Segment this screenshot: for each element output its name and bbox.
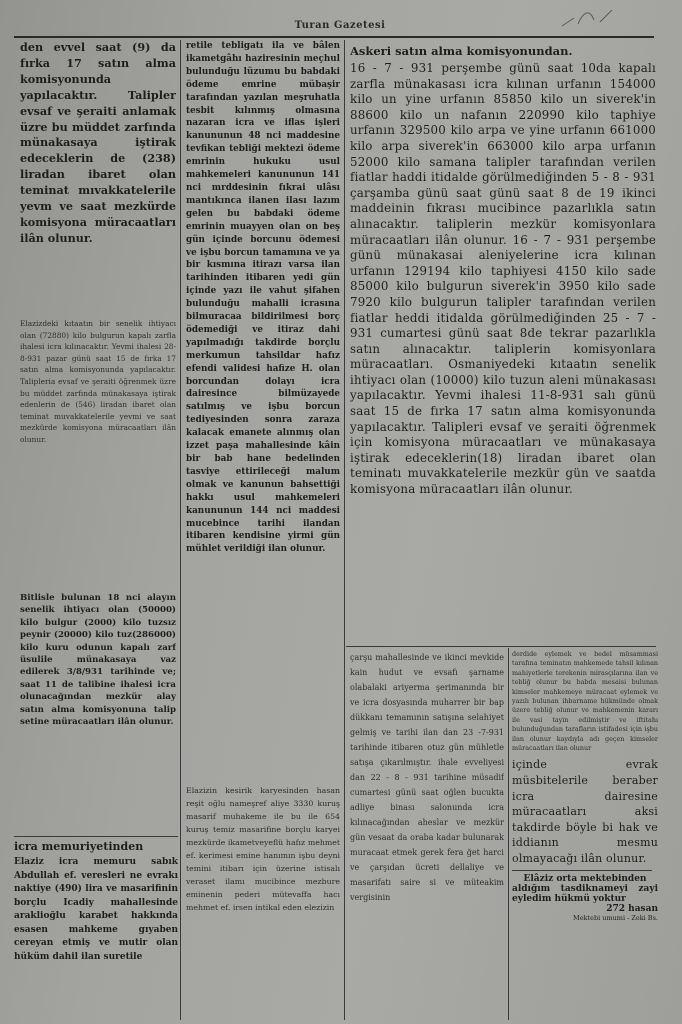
article-askeri-satin-alma: 16 - 7 - 931 perşembe günü saat 10da kapalı zarfla münakasası icra kılınan urfanın 154000 kilo un yine urfanın 85850 kilo un siverek'in 88600 kilo un nafanın 220990 kilo taphiye urfanın 329500 kilo arpa ve yine urfanın 661000 kilo arpa siverek'in 663000 kilo arpa urfanın 52000 kilo samana talipler tarafından verilen fiatlar haddi itidalde görülmediğinden 5 - 8 - 931 çarşamba günü saat günü saat 8 de 19 ikinci maddeinin fıkrası mucibince pazarlıkla satın alınacaktır. taliplerin mezkür komisyonlara müracaatları ilân olunur. 16 - 7 - 931 perşembe günü münakasai aleniyelerine icra kılınan urfanın 129194 kilo taphiyesi 4150 kilo sade 85000 kilo bulgurun siverek'in 3950 kilo sade 7920 kilo bulgurun talipler tarafından verilen fiatlar heddi itidalda görülmediğinden 25 - 7 - 931 cumartesi günü saat 8de tekrar pazarlıkla satın alınacaktır. taliplerin komisyonlara müracaatları. Osmaniyedeki kıtaatın senelik ihtiyacı olan (10000) kilo tuzun aleni münakasası yapılacaktır. Yevmi ihalesi 11-8-931 salı günü saat 15 de fırka 17 satın alma komisyonunda yapılacaktır. Talipleri evsaf ve şeraiti öğrenmek için komisyona müracaatları ve münakasaya iştirak edeceklerin(18) liradan ibaret olan teminatı muvakkatelerile mezkür gün ve saatda komisyona müracaatları ilân olunur. [350,61,656,497]
column-1-bottom [14,840,178,1022]
column-2-bottom [186,784,340,1022]
column-2-top [186,40,340,778]
section-rule-right [346,646,656,647]
article-derdide: derdide eylemek ve bedel müsammasi tarafına teminatın mahkemede tahsil kılınan mahiyetlerle terekenin mirasçılarına ilan ve tebliğ olunur bu babda mesaisi bulunan kimseler mahkemeye müracaat eylemek ve yazılı bulunan ihbarname hükmünde olmak üzere tebliğ olunur ve mahkemenin kararı ile vasi tayin edilmiştir ve iftitahı bulunduğundan tarafların istifadesi için işbu ilan olunur kaydıyla adı geçen kimseler müracaatları ilan olunur [512,650,658,753]
article-odeme-emri: retile tebligatı ila ve bâlen ikametgâhı haziresinin meçhul bulunduğu lüzumu bu babdaki ödeme emrine mübaşir tarafından yazılan meşruhatla tesbit kılınmış olmasına nazaran icra ve iflas işleri kanununun 48 nci maddesine tevfikan tebliği mektezi ödeme emrinin hukuku usul mahkemeleri kanununun 141 nci mrddesinin fıkrai ulâsı mantıkınca ilanen ilası lazım gelen bu babdaki ödeme emrinin muayyen olan on beş gün içinde borcunu ödemesi ve işbu borcun tamamına ve ya bir kısmına itirazı varsa ilan tarihinden itibaren yedi gün içinde yazı ile vahut şifahen bulunduğu mahalli icrasına bilmuracaa bildirilmesi borç ödemediği ve itiraz dahi yapılmadığı takdirde borçlu merkumun tahsildar hafız efendi validesi hafize H. olan borcundan dolayı icra dairesince bilmüzayede satılmış ve işbu borcun tediyesinden sonra zaraza kalacak emanete alınmış olan izzet paşa mahallesinde kâin bir bab hane bedelinden tasviye ettirileceği malum olmak ve kanunun bahsettiği hakkı usul mahkemeleri kanununun 144 nci maddesi mucebince tarihi ilandan itibaren kendisine yirmi gün mühlet verildiği ilan olunur. [186,41,340,555]
article-carsu-mahallesi: çarşu mahallesinde ve ikinci mevkide kain hudut ve evsafı şarname olabalaki ariyerma şerimanında bir ve icra dosyasında muharrer bir bap dükkanı temamının satışına selahiyet gelmiş ve tarihi ilan dan 23 -7-931 tarihinde itibaren otuz gün mühletle satışa çıkarılmıştır. ihale evveliyesi dan 22 - 8 - 931 tarihine müsadif cumartesi günü saat oğlen bucukta adliye binası salonunda icra kılınacağından aheslar ve mezkür gün vesaat da oraba kadar bulunarak muracaat etmek gerek fera ğet harci ve çarşıdan ücreti dellaliye ve masarifatı saire si ve müteakim vergisinin [350,653,504,902]
article-icra: Elaziz icra memuru sabık Abdullah ef. veresleri ne evrakı naktiye (490) lira ve masarifinin borçlu Icadiy mahallesinde araklioğlu karabet hakkında esasen mahkeme gıyaben cereyan etmiş ve mutir olan hüküm dahil ilan suretile [14,857,178,962]
article-bitlis-alay: Bitlisle bulunan 18 nci alayın senelik ihtiyacı olan (50000) kilo bulgur (2000) kilo tuzsız peynir (20000) kilo tuz(286000) kilo kuru odunun kapalı zarf üsulile münakasaya vaz edilerek 3/8/931 tarihinde ve; saat 11 de talibine ihalesi icra olunacağından mezkür alay satın alma komisyonuna talip setine müracaatları ilân olunur. [20,593,176,728]
notice-heading: Elâziz orta mektebinden [523,873,647,884]
article-kesirik: Elazizin kesirik karyesinden hasan reşit oğlu nameşref aliye 3330 kuruş masarif muhakeme ile bu ile 654 kuruş temiz masarifine borçlu karyei mezkürde ikametveyeflü hafız mehmet ef. kerimesi emine hanımın işbu deyni temini itibarı için üzerine istisalı veraset ilamı mucibince mezbure eminenin pederi mütevaffa hacı mehmet ef. irsen intikal eden elezizin [186,786,340,912]
pen-mark-icon [560,4,620,30]
notice-rule [512,870,652,871]
masthead: Turan Gazetesi [294,20,386,31]
column-1-lower [20,592,176,832]
column-3b [512,650,658,1022]
article-fırka-tender: den evvel saat (9) da fırka 17 satın alma komisyonunda yapılacaktır. Talipler evsaf ve şeraiti anlamak üzre bu müddet zarfında münakasaya iştirak edeceklerin de (238) liradan ibaret olan teminat mıvakkatelerile yevm ve saat mezkürde komisyona müracaatları ilân olunur. [20,40,176,245]
column-divider-1 [180,40,181,1020]
article-evrak-musbite: içinde evrak müsbitelerile beraber icra dairesine müracaatları aksi takdirde böyle bi hak ve iddianın mesmu olmayacağı ilân olunur. [512,758,658,866]
notice-signature: 272 hasan [606,903,658,914]
column-3a [350,650,504,1022]
notice-text: aldığım tasdiknameyi zayi eyledim hükmü yoktur [512,883,658,904]
notice-footer: Mektebi umumi - Zeki Bs. [573,913,658,922]
section-rule-left [14,836,178,837]
column-1-top [20,40,176,300]
article-bulgur-tender: Elazizdeki kıtaatın bir senelik ihtiyacı olan (72880) kilo bulgurun kapalı zarfla ihalesi icra kılınacaktır. Yevmi ihalesi 28-8-931 pazar günü saat 15 de fırka 17 satın alma komisyonunda yapılacaktır. Talipleria evsaf ve şeraiti öğrenmek üzre bu müddet zarfında münakasaya iştirak edenlerin de (546) liradan ibaret olan teminat muvakkatelerile yevmi ve saat mezkürde komisyona müracaatları ilân olunur. [20,319,176,444]
column-divider-2 [344,40,345,1020]
column-divider-3 [508,648,509,1020]
column-3-top [350,44,656,644]
askeri-heading: Askeri satın alma komisyonundan. [350,44,573,58]
column-1-middle [20,318,176,586]
header-rule [14,36,654,38]
icra-heading: icra memuriyetinden [14,840,144,853]
